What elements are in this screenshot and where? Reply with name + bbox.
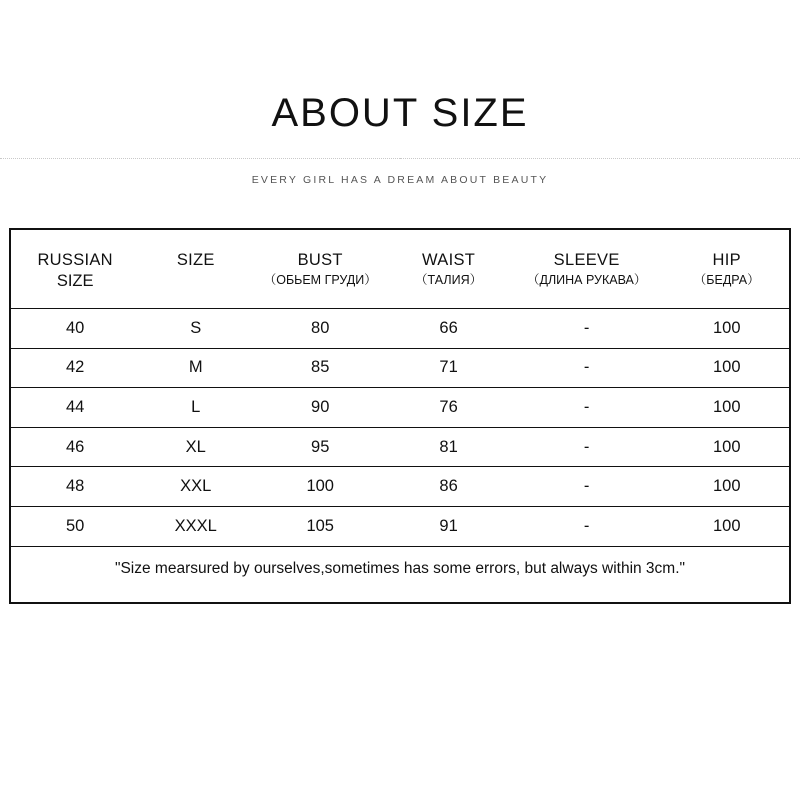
header-size: SIZE <box>176 251 215 269</box>
cell-size: XL <box>139 427 252 467</box>
page-title: ABOUT SIZE <box>271 91 529 135</box>
table-note-row <box>11 546 789 591</box>
cell-sleeve: - <box>509 506 665 546</box>
header-bust-ru: （ОБЬЕМ ГРУДИ） <box>263 273 377 287</box>
table-row <box>11 506 789 546</box>
header-sleeve-ru: （ДЛИНА РУКАВА） <box>526 273 647 287</box>
cell-bust: 85 <box>252 348 388 388</box>
cell-hip: 100 <box>664 348 789 388</box>
cell-hip: 100 <box>664 427 789 467</box>
cell-bust: 100 <box>252 467 388 507</box>
cell-russian-size: 44 <box>11 388 139 428</box>
header-russian: RUSSIAN <box>37 251 113 269</box>
cell-size: XXXL <box>139 506 252 546</box>
table-row <box>11 467 789 507</box>
cell-russian-size: 48 <box>11 467 139 507</box>
table-header-main-row <box>11 230 789 270</box>
table-row <box>11 388 789 428</box>
cell-bust: 105 <box>252 506 388 546</box>
header-waist-ru: （ТАЛИЯ） <box>415 273 483 287</box>
header-russian-size: SIZE <box>56 272 94 290</box>
size-table-frame <box>9 228 791 604</box>
cell-sleeve: - <box>509 467 665 507</box>
header-hip: HIP <box>712 251 741 269</box>
cell-bust: 80 <box>252 309 388 349</box>
table-row <box>11 309 789 349</box>
cell-size: XXL <box>139 467 252 507</box>
cell-size: S <box>139 309 252 349</box>
table-row <box>11 427 789 467</box>
cell-russian-size: 42 <box>11 348 139 388</box>
cell-russian-size: 46 <box>11 427 139 467</box>
cell-sleeve: - <box>509 309 665 349</box>
page-subtitle: EVERY GIRL HAS A DREAM ABOUT BEAUTY <box>251 174 549 186</box>
header-waist: WAIST <box>422 251 476 269</box>
table-header-sub-row <box>11 270 789 309</box>
divider-line-right <box>400 158 800 159</box>
cell-sleeve: - <box>509 427 665 467</box>
size-table <box>11 230 789 591</box>
cell-hip: 100 <box>664 467 789 507</box>
cell-russian-size: 50 <box>11 506 139 546</box>
measurement-note: "Size mearsured by ourselves,sometimes has some errors, but always within 3cm." <box>11 546 789 591</box>
page-header <box>0 86 800 140</box>
cell-waist: 81 <box>388 427 509 467</box>
divider-line-left <box>0 158 400 159</box>
table-row <box>11 348 789 388</box>
cell-hip: 100 <box>664 388 789 428</box>
header-bust: BUST <box>297 251 343 269</box>
cell-waist: 86 <box>388 467 509 507</box>
cell-sleeve: - <box>509 388 665 428</box>
cell-size: L <box>139 388 252 428</box>
cell-russian-size: 40 <box>11 309 139 349</box>
cell-bust: 95 <box>252 427 388 467</box>
header-sleeve: SLEEVE <box>553 251 620 269</box>
cell-sleeve: - <box>509 348 665 388</box>
cell-waist: 71 <box>388 348 509 388</box>
cell-hip: 100 <box>664 309 789 349</box>
cell-waist: 91 <box>388 506 509 546</box>
cell-bust: 90 <box>252 388 388 428</box>
cell-hip: 100 <box>664 506 789 546</box>
cell-size: M <box>139 348 252 388</box>
header-size-sub <box>139 270 252 309</box>
cell-waist: 66 <box>388 309 509 349</box>
header-hip-ru: （БЕДРА） <box>693 273 760 287</box>
cell-waist: 76 <box>388 388 509 428</box>
dotted-divider <box>0 158 800 159</box>
